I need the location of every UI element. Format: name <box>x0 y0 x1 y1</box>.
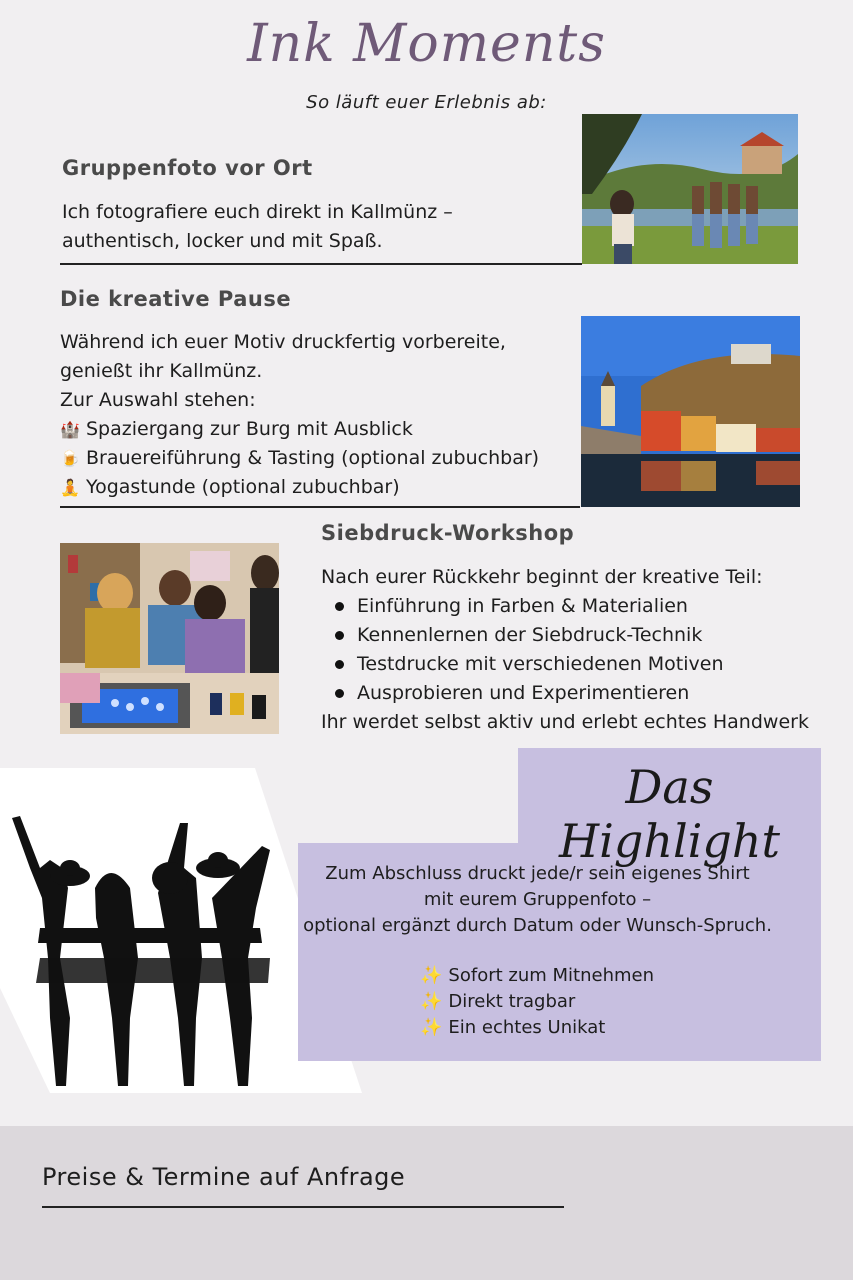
highlight-title: Das Highlight <box>559 760 780 868</box>
perk-label: Direkt tragbar <box>448 991 576 1012</box>
divider <box>60 506 580 508</box>
highlight-perks <box>420 963 654 1041</box>
option-item <box>60 444 539 473</box>
footer-text: Preise & Termine auf Anfrage <box>42 1163 406 1191</box>
divider <box>60 263 582 265</box>
section-text-workshop <box>321 563 809 737</box>
sparkles-icon: ✨ <box>420 991 443 1012</box>
sparkles-icon: ✨ <box>420 1017 443 1038</box>
sparkles-icon: ✨ <box>420 965 443 986</box>
text-line: Zur Auswahl stehen: <box>60 389 256 411</box>
section-heading-workshop: Siebdruck-Workshop <box>321 521 575 545</box>
text-line: mit eurem Gruppenfoto – <box>423 889 652 910</box>
perk-item <box>420 963 654 989</box>
page-title: Ink Moments <box>247 14 606 74</box>
perk-item <box>420 1015 654 1041</box>
footer <box>0 1126 853 1280</box>
group-photo-image <box>582 114 798 264</box>
option-label: Yogastunde (optional zubuchbar) <box>86 476 400 498</box>
beer-icon: 🍺 <box>60 449 80 468</box>
text-line: Nach eurer Rückkehr beginnt der kreative Teil: <box>321 566 763 588</box>
text-line: Ihr werdet selbst aktiv und erlebt echtes Handwerk <box>321 711 809 733</box>
option-label: Spaziergang zur Burg mit Ausblick <box>86 418 413 440</box>
list-item: Kennenlernen der Siebdruck-Technik <box>357 621 809 650</box>
workshop-image <box>60 543 279 734</box>
option-label: Brauereiführung & Tasting (optional zubuchbar) <box>86 447 540 469</box>
footer-divider <box>42 1206 564 1208</box>
option-item <box>60 415 539 444</box>
perk-label: Sofort zum Mitnehmen <box>448 965 654 986</box>
section-heading-creative-break: Die kreative Pause <box>60 287 292 311</box>
list-item: Testdrucke mit verschiedenen Motiven <box>357 650 809 679</box>
text-line: Zum Abschluss druckt jede/r sein eigenes Shirt <box>325 863 750 884</box>
text-line: Während ich euer Motiv druckfertig vorbereite, <box>60 331 506 353</box>
castle-icon: 🏰 <box>60 420 80 439</box>
option-item <box>60 473 539 502</box>
yoga-icon: 🧘 <box>60 478 80 497</box>
text-line: optional ergänzt durch Datum oder Wunsch-Spruch. <box>303 915 772 936</box>
text-line: genießt ihr Kallmünz. <box>60 360 263 382</box>
highlight-text <box>300 861 775 939</box>
section-text-creative-break <box>60 328 539 502</box>
list-item: Einführung in Farben & Materialien <box>357 592 809 621</box>
kallmuenz-town-image <box>581 316 800 507</box>
list-item: Ausprobieren und Experimentieren <box>357 679 809 708</box>
text-line: authentisch, locker und mit Spaß. <box>62 230 383 252</box>
section-heading-group-photo: Gruppenfoto vor Ort <box>62 156 313 180</box>
perk-label: Ein echtes Unikat <box>448 1017 606 1038</box>
perk-item <box>420 989 654 1015</box>
page-subtitle: So läuft euer Erlebnis ab: <box>306 92 547 113</box>
workshop-bullet-list <box>321 592 809 708</box>
section-text-group-photo <box>62 198 453 256</box>
text-line: Ich fotografiere euch direkt in Kallmünz – <box>62 201 453 223</box>
